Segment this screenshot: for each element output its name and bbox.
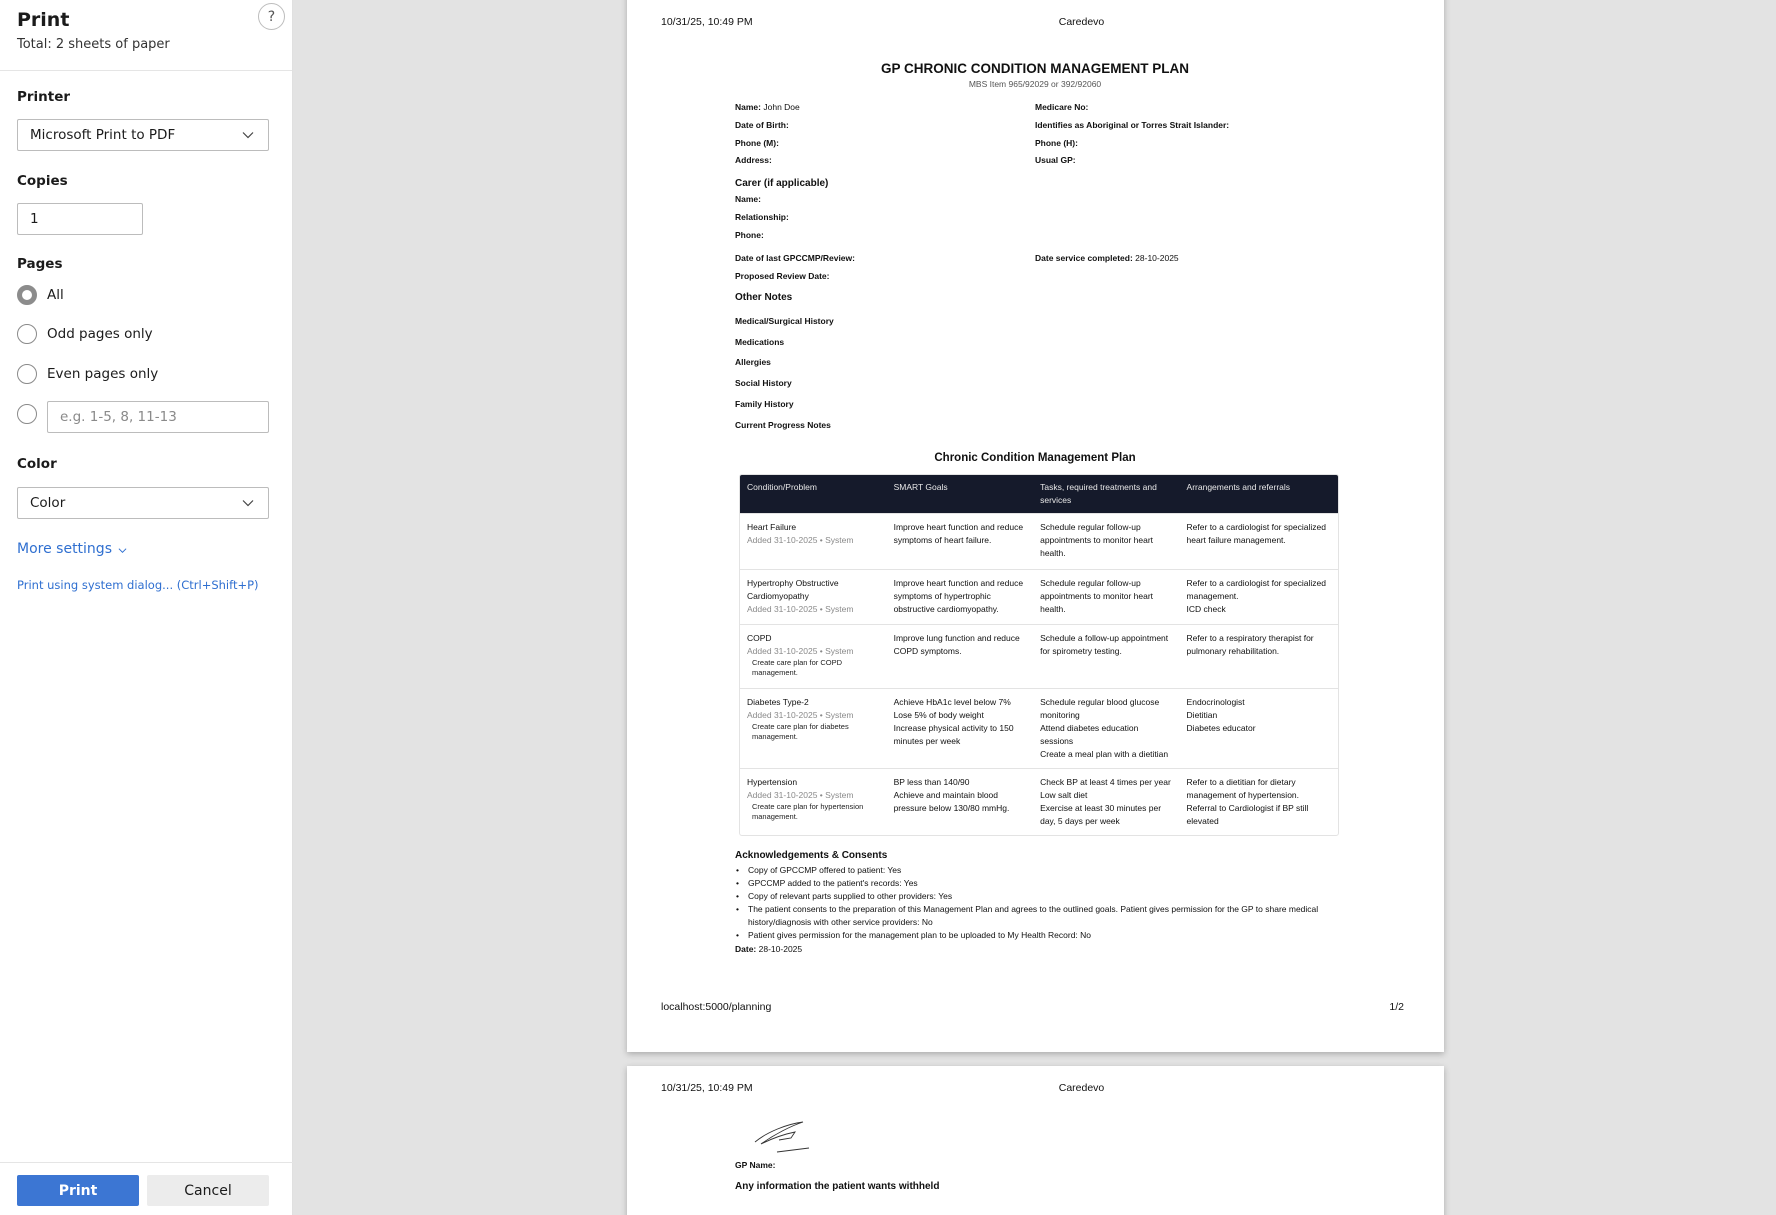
page-footer-url: localhost:5000/planning <box>661 1001 772 1013</box>
gp-name-field: GP Name: <box>735 1160 776 1170</box>
printer-select[interactable] <box>17 119 269 151</box>
column-header: SMART Goals <box>887 475 1034 513</box>
pages-option-label: All <box>47 287 64 303</box>
table-row <box>740 768 1338 835</box>
page-range-input[interactable]: e.g. 1-5, 8, 11-13 <box>47 401 269 433</box>
table-row <box>740 569 1338 624</box>
pages-label: Pages <box>17 256 63 272</box>
pages-option-label: Odd pages only <box>47 326 153 342</box>
referrals-cell: Refer to a dietitian for dietary management of hypertension. Referral to Cardiologist if BP still elevated <box>1180 768 1338 835</box>
pages-option-label: Even pages only <box>47 366 159 382</box>
more-settings-label: More settings <box>17 541 112 557</box>
color-label: Color <box>17 456 57 472</box>
condition-cell: Hypertrophy Obstructive Cardiomyopathy Added 31-10-2025 • System <box>740 569 887 624</box>
medicare-field: Medicare No: <box>1035 102 1089 112</box>
pages-option-custom[interactable] <box>17 403 37 425</box>
proposed-review-field: Proposed Review Date: <box>735 271 830 281</box>
withheld-heading: Any information the patient wants withheld <box>735 1181 940 1192</box>
printer-label: Printer <box>17 89 71 105</box>
page-header-site: Caredevo <box>1058 1082 1105 1094</box>
panel-header <box>0 0 292 71</box>
page-header-datetime: 10/31/25, 10:49 PM <box>661 16 753 28</box>
date-completed-field: Date service completed: 28-10-2025 <box>1035 253 1179 263</box>
chevron-down-icon <box>118 546 127 555</box>
acknowledgement-date: Date: 28-10-2025 <box>735 944 803 954</box>
preview-page-1 <box>627 0 1444 1052</box>
condition-cell: Hypertension Added 31-10-2025 • System Create care plan for hypertension management. <box>740 768 887 835</box>
carer-phone-field: Phone: <box>735 230 764 240</box>
list-item: • Copy of relevant parts supplied to other providers: Yes <box>735 890 1335 903</box>
copies-label: Copies <box>17 173 68 189</box>
goals-cell: Improve heart function and reduce symptoms of heart failure. <box>887 513 1034 569</box>
list-item: • The patient consents to the preparation of this Management Plan and agrees to the outlined goals. Patient gives permission for the GP to share medical history/diagnosis with other service providers: No <box>735 903 1335 929</box>
page-header-site: Caredevo <box>1058 16 1105 28</box>
goals-cell: BP less than 140/90 Achieve and maintain blood pressure below 130/80 mmHg. <box>887 768 1034 835</box>
radio-unchecked-icon[interactable] <box>17 404 37 424</box>
notes-item: Current Progress Notes <box>735 420 831 430</box>
cancel-button[interactable]: Cancel <box>147 1175 269 1206</box>
column-header: Tasks, required treatments and services <box>1033 475 1179 513</box>
system-dialog-link[interactable]: Print using system dialog... (Ctrl+Shift+P) <box>17 578 259 592</box>
notes-item: Family History <box>735 399 794 409</box>
carer-relationship-field: Relationship: <box>735 212 789 222</box>
carer-name-field: Name: <box>735 194 761 204</box>
color-select[interactable] <box>17 487 269 519</box>
help-button[interactable] <box>258 3 285 30</box>
list-item: • Copy of GPCCMP offered to patient: Yes <box>735 864 1335 877</box>
sheet-count: Total: 2 sheets of paper <box>17 37 170 52</box>
help-icon: ? <box>267 8 276 25</box>
tasks-cell: Schedule a follow-up appointment for spirometry testing. <box>1033 624 1179 688</box>
goals-cell: Improve lung function and reduce COPD symptoms. <box>887 624 1034 688</box>
acknowledgements-list <box>735 864 1335 942</box>
column-header: Condition/Problem <box>740 475 887 513</box>
goals-cell: Improve heart function and reduce symptoms of hypertrophic obstructive cardiomyopathy. <box>887 569 1034 624</box>
printer-value: Microsoft Print to PDF <box>30 127 176 143</box>
dob-field: Date of Birth: <box>735 120 789 130</box>
notes-item: Social History <box>735 378 792 388</box>
chevron-down-icon <box>242 129 254 141</box>
table-row <box>740 513 1338 569</box>
page-header-datetime: 10/31/25, 10:49 PM <box>661 1082 753 1094</box>
table-header-row <box>740 475 1338 513</box>
preview-page-2 <box>627 1066 1444 1215</box>
pages-option-odd[interactable] <box>17 323 153 345</box>
referrals-cell: Refer to a cardiologist for specialized heart failure management. <box>1180 513 1338 569</box>
document-title: GP CHRONIC CONDITION MANAGEMENT PLAN <box>880 61 1189 76</box>
radio-checked-icon[interactable] <box>17 285 37 305</box>
more-settings-link[interactable] <box>17 541 127 557</box>
print-button[interactable]: Print <box>17 1175 139 1206</box>
phone-m-field: Phone (M): <box>735 138 779 148</box>
panel-footer <box>0 1162 293 1215</box>
referrals-cell: Refer to a respiratory therapist for pulmonary rehabilitation. <box>1180 624 1338 688</box>
column-header: Arrangements and referrals <box>1180 475 1338 513</box>
page-footer-number: 1/2 <box>1389 1001 1404 1013</box>
notes-item: Allergies <box>735 357 771 367</box>
notes-item: Medications <box>735 337 785 347</box>
tasks-cell: Check BP at least 4 times per year Low salt diet Exercise at least 30 minutes per day, 5 days per week <box>1033 768 1179 835</box>
acknowledgements-heading: Acknowledgements & Consents <box>735 850 888 861</box>
document-subtitle: MBS Item 965/92029 or 392/92060 <box>968 79 1102 89</box>
print-settings-panel <box>0 0 293 1215</box>
condition-cell: Diabetes Type-2 Added 31-10-2025 • System Create care plan for diabetes management. <box>740 688 887 768</box>
pages-option-even[interactable] <box>17 363 158 385</box>
signature-image <box>747 1114 817 1154</box>
chevron-down-icon <box>242 497 254 509</box>
tasks-cell: Schedule regular follow-up appointments to monitor heart health. <box>1033 513 1179 569</box>
carer-heading: Carer (if applicable) <box>735 178 829 189</box>
address-field: Address: <box>735 155 772 165</box>
tasks-cell: Schedule regular follow-up appointments to monitor heart health. <box>1033 569 1179 624</box>
condition-cell: Heart Failure Added 31-10-2025 • System <box>740 513 887 569</box>
goals-cell: Achieve HbA1c level below 7% Lose 5% of body weight Increase physical activity to 150 minutes per week <box>887 688 1034 768</box>
plan-table <box>739 474 1339 836</box>
referrals-cell: Refer to a cardiologist for specialized management. ICD check <box>1180 569 1338 624</box>
other-notes-heading: Other Notes <box>735 292 793 303</box>
radio-unchecked-icon[interactable] <box>17 364 37 384</box>
copies-input[interactable]: 1 <box>17 203 143 235</box>
panel-title: Print <box>17 9 70 31</box>
condition-cell: COPD Added 31-10-2025 • System Create care plan for COPD management. <box>740 624 887 688</box>
list-item: • GPCCMP added to the patient's records: Yes <box>735 877 1335 890</box>
atsi-field: Identifies as Aboriginal or Torres Strait Islander: <box>1035 120 1230 130</box>
tasks-cell: Schedule regular blood glucose monitoring Attend diabetes education sessions Create a meal plan with a dietitian <box>1033 688 1179 768</box>
pages-option-all[interactable] <box>17 284 64 306</box>
referrals-cell: Endocrinologist Dietitian Diabetes educator <box>1180 688 1338 768</box>
notes-item: Medical/Surgical History <box>735 316 834 326</box>
table-row <box>740 688 1338 768</box>
usual-gp-field: Usual GP: <box>1035 155 1076 165</box>
list-item: • Patient gives permission for the management plan to be uploaded to My Health Record: No <box>735 929 1335 942</box>
phone-h-field: Phone (H): <box>1035 138 1078 148</box>
color-value: Color <box>30 495 66 511</box>
table-row <box>740 624 1338 688</box>
patient-name-field: Name: John Doe <box>735 102 800 112</box>
last-review-field: Date of last GPCCMP/Review: <box>735 253 855 263</box>
radio-unchecked-icon[interactable] <box>17 324 37 344</box>
document-body <box>735 0 1335 990</box>
plan-table-title: Chronic Condition Management Plan <box>934 452 1136 464</box>
